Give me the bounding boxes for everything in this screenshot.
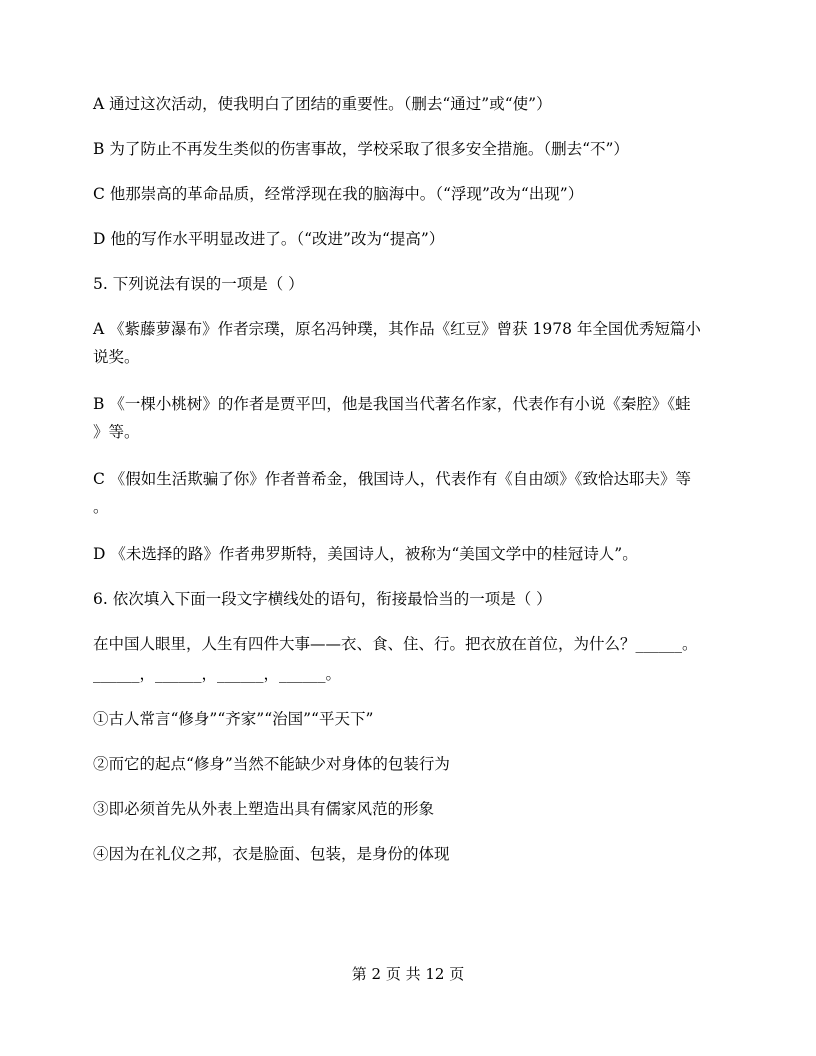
q6-passage-line2: ______，______，______，______。 xyxy=(93,665,342,683)
q6-sentence-1: ①古人常言“修身”“齐家”“治国”“平天下” xyxy=(93,710,374,728)
q4-option-a: A 通过这次活动，使我明白了团结的重要性。（删去“通过”或“使”） xyxy=(93,95,552,113)
q6-sentence-4: ④因为在礼仪之邦，衣是脸面、包装，是身份的体现 xyxy=(93,845,450,863)
q6-passage-line1: 在中国人眼里，人生有四件大事——衣、食、住、行。把衣放在首位，为什么？______。 xyxy=(93,635,698,653)
page-number-footer: 第 2 页 共 12 页 xyxy=(351,965,465,983)
q5-stem: 5. 下列说法有误的一项是（ ） xyxy=(93,275,304,293)
q5-option-b-line1: B 《一棵小桃树》的作者是贾平凹，他是我国当代著名作家，代表作有小说《秦腔》《蛙 xyxy=(93,395,691,413)
q4-option-b: B 为了防止不再发生类似的伤害事故，学校采取了很多安全措施。（删去“不”） xyxy=(93,140,629,158)
q5-option-a-line2: 说奖。 xyxy=(93,348,140,366)
q6-sentence-2: ②而它的起点“修身”当然不能缺少对身体的包装行为 xyxy=(93,755,450,773)
q5-option-c-line1: C 《假如生活欺骗了你》作者普希金，俄国诗人，代表作有《自由颂》《致恰达耶夫》等 xyxy=(93,470,692,488)
q5-option-c-line2: 。 xyxy=(93,498,109,516)
q5-option-b-line2: 》等。 xyxy=(93,423,140,441)
q4-option-d: D 他的写作水平明显改进了。（“改进”改为“提高”） xyxy=(93,230,445,248)
q5-option-d: D 《未选择的路》作者弗罗斯特，美国诗人，被称为“美国文学中的桂冠诗人”。 xyxy=(93,545,638,563)
q6-stem: 6. 依次填入下面一段文字横线处的语句，衔接最恰当的一项是（ ） xyxy=(93,590,552,608)
q5-option-a-line1: A 《紫藤萝瀑布》作者宗璞，原名冯钟璞，其作品《红豆》曾获 1978 年全国优秀短篇小 xyxy=(93,320,701,338)
q6-sentence-3: ③即必须首先从外表上塑造出具有儒家风范的形象 xyxy=(93,800,435,818)
q4-option-c: C 他那崇高的革命品质，经常浮现在我的脑海中。（“浮现”改为“出现”） xyxy=(93,185,584,203)
